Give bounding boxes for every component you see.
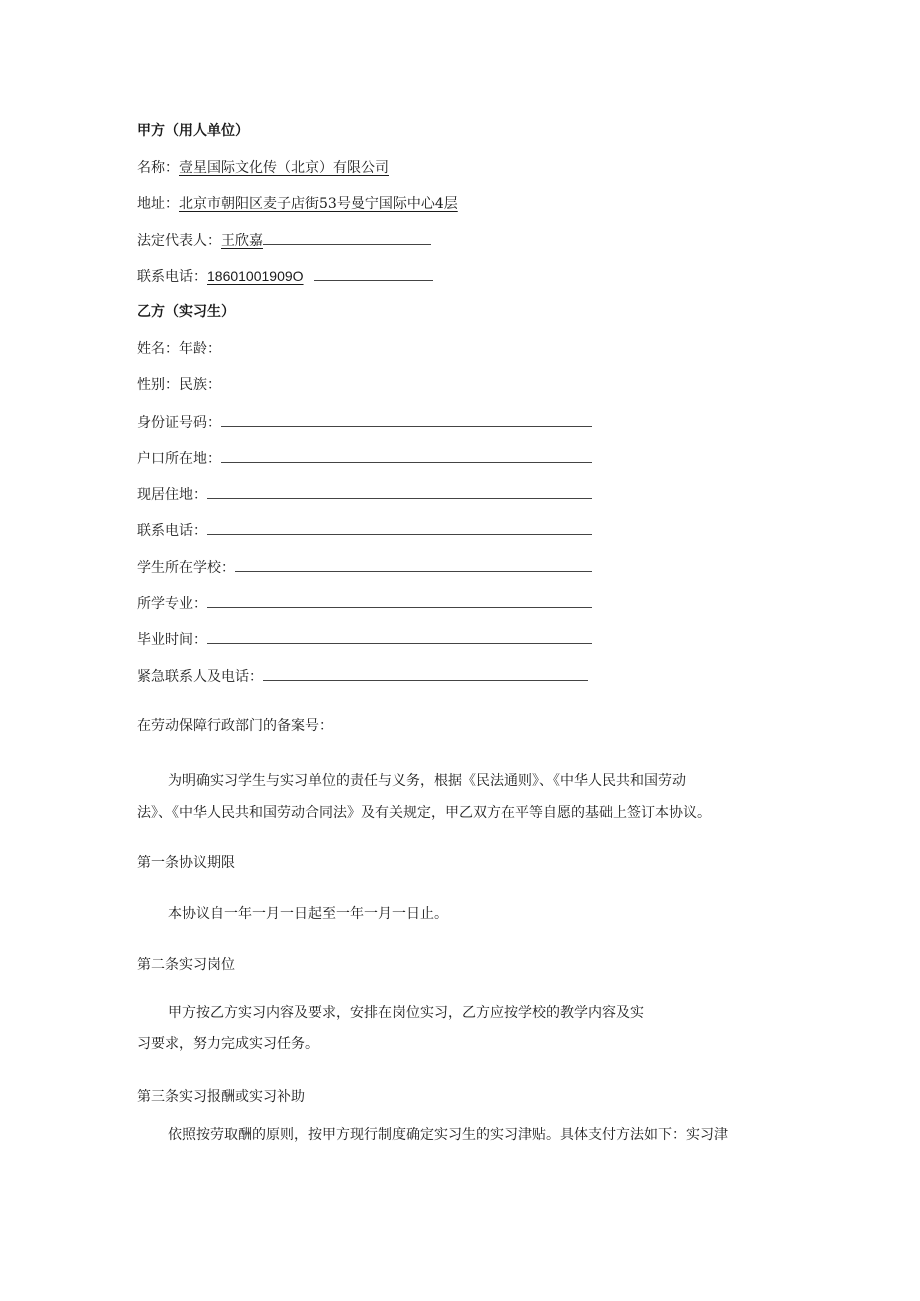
party-b-graduation-label: 毕业时间： <box>137 632 207 648</box>
party-a-phone-row <box>137 266 433 286</box>
party-a-rep-row <box>137 230 431 250</box>
party-b-emergency-blank[interactable] <box>263 666 588 681</box>
party-a-address-row <box>137 194 458 214</box>
party-a-rep-label: 法定代表人： <box>137 233 221 249</box>
party-b-hukou-label: 户口所在地： <box>137 451 221 467</box>
party-a-address-label: 地址： <box>137 196 179 212</box>
party-b-phone-row <box>137 520 592 540</box>
party-b-id-blank[interactable] <box>221 412 592 427</box>
party-b-school-row <box>137 557 592 577</box>
party-b-major-blank[interactable] <box>207 593 592 608</box>
article-2-title: 第二条实习岗位 <box>137 957 235 973</box>
party-b-graduation-blank[interactable] <box>207 629 592 644</box>
party-a-phone-label: 联系电话： <box>137 269 207 285</box>
party-b-residence-blank[interactable] <box>207 484 592 499</box>
party-b-emergency-row <box>137 666 588 686</box>
party-b-residence-label: 现居住地： <box>137 487 207 503</box>
party-b-major-label: 所学专业： <box>137 596 207 612</box>
party-b-hukou-blank[interactable] <box>221 448 592 463</box>
party-b-gender-ethnicity: 性别：民族： <box>137 377 221 393</box>
party-a-name-value: 壹星国际文化传（北京）有限公司 <box>179 160 389 176</box>
party-b-school-blank[interactable] <box>235 557 592 572</box>
party-b-id-row <box>137 412 592 432</box>
party-b-hukou-row <box>137 448 592 468</box>
preamble-line-1: 为明确实习学生与实习单位的责任与义务，根据《民法通则》、《中华人民共和国劳动 <box>168 773 686 789</box>
party-a-rep-value: 王欣嘉 <box>221 233 263 249</box>
preamble-line-2: 法》、《中华人民共和国劳动合同法》及有关规定，甲乙双方在平等自愿的基础上签订本协议。 <box>137 805 711 821</box>
article-2-body-1: 甲方按乙方实习内容及要求，安排在岗位实习，乙方应按学校的教学内容及实 <box>168 1005 644 1021</box>
article-3-body-1: 依照按劳取酬的原则，按甲方现行制度确定实习生的实习津贴。具体支付方法如下：实习津 <box>168 1127 728 1143</box>
party-b-id-label: 身份证号码： <box>137 415 221 431</box>
party-a-heading: 甲方（用人单位） <box>137 123 249 139</box>
party-b-heading: 乙方（实习生） <box>137 304 235 320</box>
party-b-school-label: 学生所在学校： <box>137 560 235 576</box>
party-b-name-age: 姓名：年龄： <box>137 341 221 357</box>
party-b-residence-row <box>137 484 592 504</box>
party-a-phone-blank[interactable] <box>314 266 433 281</box>
party-a-name-label: 名称： <box>137 160 179 176</box>
article-1-body: 本协议自一年一月一日起至一年一月一日止。 <box>168 906 448 922</box>
party-a-rep-blank[interactable] <box>263 230 431 245</box>
party-b-graduation-row <box>137 629 592 649</box>
party-b-phone-blank[interactable] <box>207 520 592 535</box>
party-a-phone-value: 18601001909O <box>207 268 304 284</box>
article-3-title: 第三条实习报酬或实习补助 <box>137 1089 305 1105</box>
article-1-title: 第一条协议期限 <box>137 855 235 871</box>
article-2-body-2: 习要求，努力完成实习任务。 <box>137 1036 319 1052</box>
party-b-phone-label: 联系电话： <box>137 523 207 539</box>
filing-number-label: 在劳动保障行政部门的备案号： <box>137 718 333 734</box>
party-b-emergency-label: 紧急联系人及电话： <box>137 669 263 685</box>
party-a-address-value: 北京市朝阳区麦子店街53号曼宁国际中心4层 <box>179 196 458 212</box>
party-a-name-row <box>137 158 389 178</box>
party-b-major-row <box>137 593 592 613</box>
